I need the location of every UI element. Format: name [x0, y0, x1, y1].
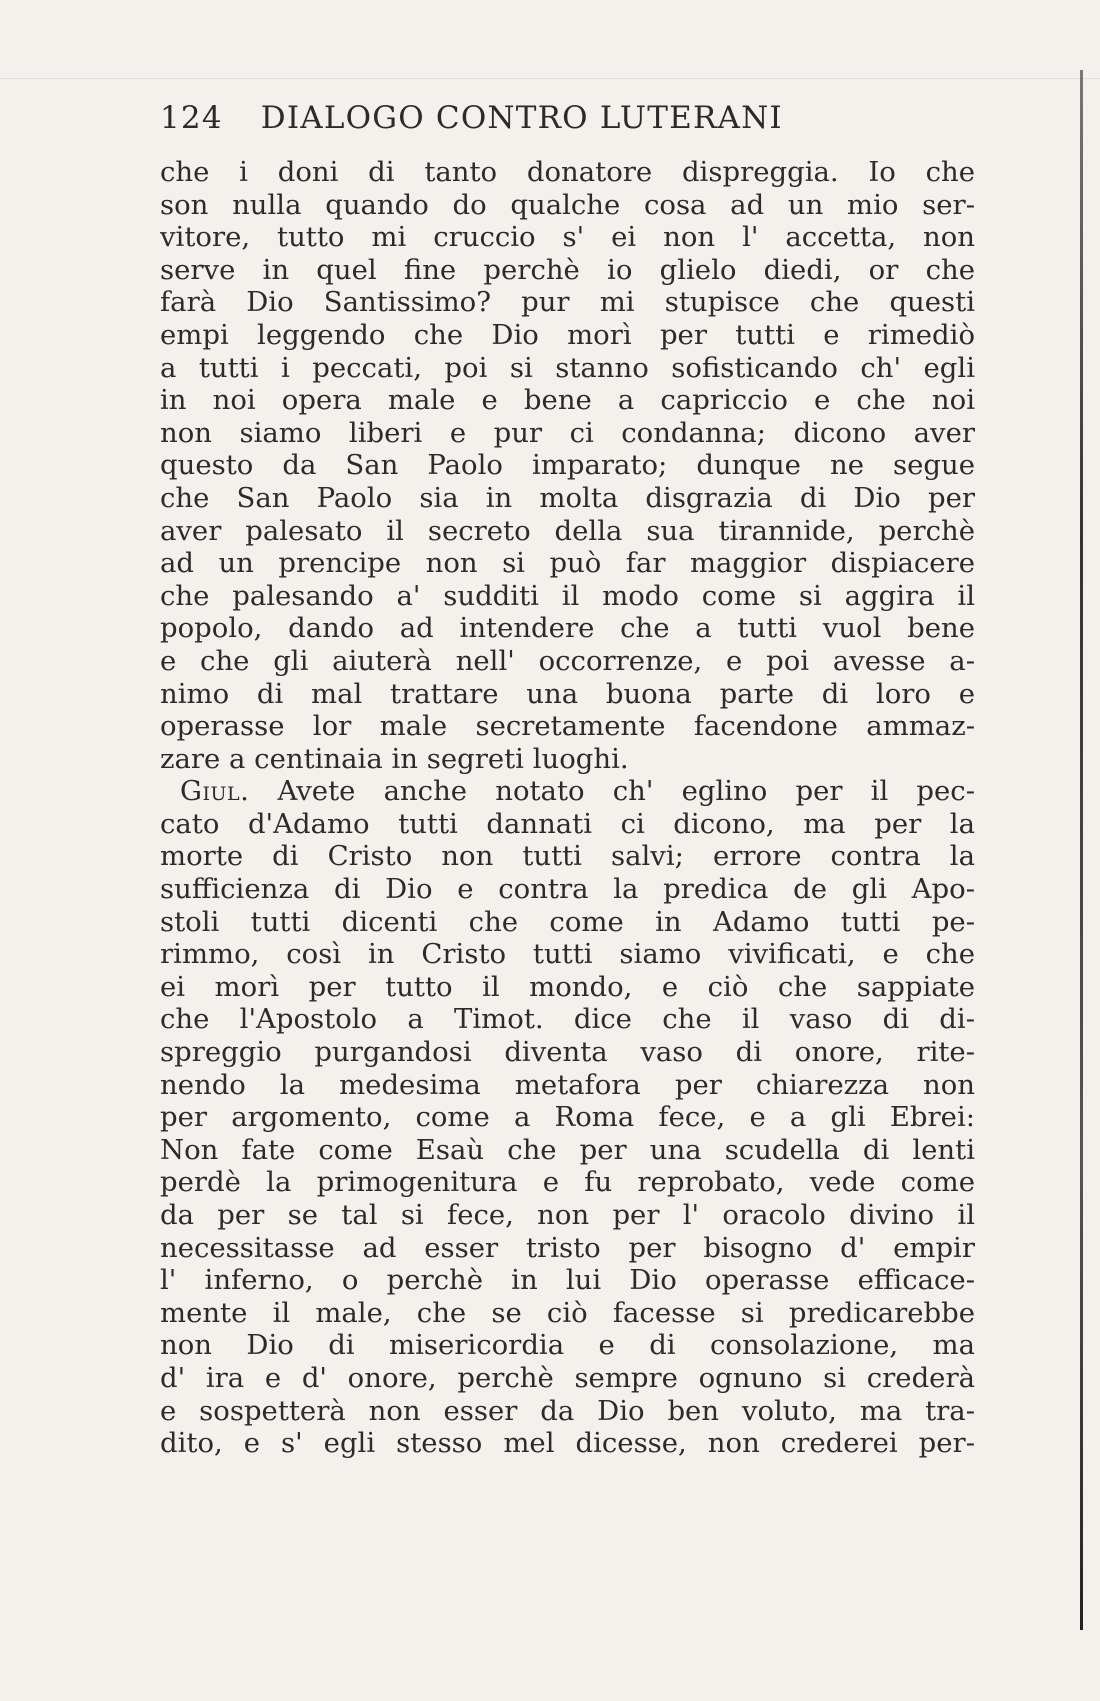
- scan-edge-top: [0, 78, 1100, 79]
- running-title: DIALOGO CONTRO LUTERANI: [260, 100, 783, 136]
- text-line: rimmo, così in Cristo tutti siamo vivificati, e che: [160, 938, 975, 971]
- text-line: popolo, dando ad intendere che a tutti vuol bene: [160, 612, 975, 645]
- text-line: aver palesato il secreto della sua tirannide, perchè: [160, 514, 975, 547]
- text-line: che i doni di tanto donatore dispreggia. Io che: [160, 156, 975, 188]
- text-line: nendo la medesima metafora per chiarezza non: [160, 1068, 975, 1101]
- text-line: che San Paolo sia in molta disgrazia di Dio per: [160, 481, 975, 514]
- running-head: [160, 100, 975, 156]
- text-line: a tutti i peccati, poi si stanno sofisticando ch' egli: [160, 351, 975, 384]
- text-line: ad un prencipe non si può far maggior dispiacere: [160, 547, 975, 580]
- text-line: e che gli aiuterà nell' occorrenze, e poi avesse a-: [160, 644, 975, 677]
- paragraph-1: [160, 156, 975, 775]
- text-line: d' ira e d' onore, perchè sempre ognuno si crederà: [160, 1361, 975, 1394]
- text-line: spreggio purgandosi diventa vaso di onore, rite-: [160, 1036, 975, 1069]
- text-line-first: [160, 775, 975, 808]
- text-line: per argomento, come a Roma fece, e a gli Ebrei:: [160, 1101, 975, 1134]
- text-line: questo da San Paolo imparato; dunque ne segue: [160, 449, 975, 482]
- paragraph-2: [160, 775, 975, 1459]
- text-line: cato d'Adamo tutti dannati ci dicono, ma per la: [160, 807, 975, 840]
- scan-edge-right: [1080, 70, 1083, 1630]
- text-line: dito, e s' egli stesso mel dicesse, non crederei per-: [160, 1427, 975, 1460]
- text-line: sufficienza di Dio e contra la predica de gli Apo-: [160, 873, 975, 906]
- text-line: necessitasse ad esser tristo per bisogno d' empir: [160, 1231, 975, 1264]
- text-line: da per se tal si fece, non per l' oracolo divino il: [160, 1199, 975, 1231]
- text-line: serve in quel fine perchè io glielo diedi, or che: [160, 253, 975, 286]
- text-line: vitore, tutto mi cruccio s' ei non l' accetta, non: [160, 221, 975, 254]
- body-text: [160, 156, 975, 1460]
- text-line: l' inferno, o perchè in lui Dio operasse efficace-: [160, 1264, 975, 1297]
- text-line: Non fate come Esaù che per una scudella di lenti: [160, 1133, 975, 1166]
- text-line: non Dio di misericordia e di consolazione, ma: [160, 1329, 975, 1362]
- text-line: morte di Cristo non tutti salvi; errore contra la: [160, 840, 975, 873]
- book-page: [160, 100, 975, 1460]
- text-line: operasse lor male secretamente facendone ammaz-: [160, 710, 975, 743]
- text-line: che palesando a' sudditi il modo come si aggira il: [160, 579, 975, 612]
- text-line: nimo di mal trattare una buona parte di loro e: [160, 677, 975, 710]
- text-line: in noi opera male e bene a capriccio e che noi: [160, 384, 975, 417]
- text-line: mente il male, che se ciò facesse si predicarebbe: [160, 1296, 975, 1329]
- text-line: stoli tutti dicenti che come in Adamo tutti pe-: [160, 905, 975, 938]
- speaker-label: Giul.: [180, 775, 250, 808]
- text-line: che l'Apostolo a Timot. dice che il vaso di di-: [160, 1003, 975, 1036]
- text-line: ei morì per tutto il mondo, e ciò che sappiate: [160, 970, 975, 1003]
- text-line: farà Dio Santissimo? pur mi stupisce che questi: [160, 286, 975, 319]
- text-line-rest: Avete anche notato ch' eglino per il pec-: [277, 775, 975, 808]
- text-line: empi leggendo che Dio morì per tutti e rimediò: [160, 318, 975, 351]
- text-line: e sospetterà non esser da Dio ben voluto, ma tra-: [160, 1394, 975, 1427]
- text-line: son nulla quando do qualche cosa ad un mio ser-: [160, 188, 975, 221]
- text-line: zare a centinaia in segreti luoghi.: [160, 742, 629, 775]
- text-line: non siamo liberi e pur ci condanna; dicono aver: [160, 416, 975, 449]
- text-line: perdè la primogenitura e fu reprobato, vede come: [160, 1166, 975, 1199]
- page-number: 124: [160, 100, 223, 136]
